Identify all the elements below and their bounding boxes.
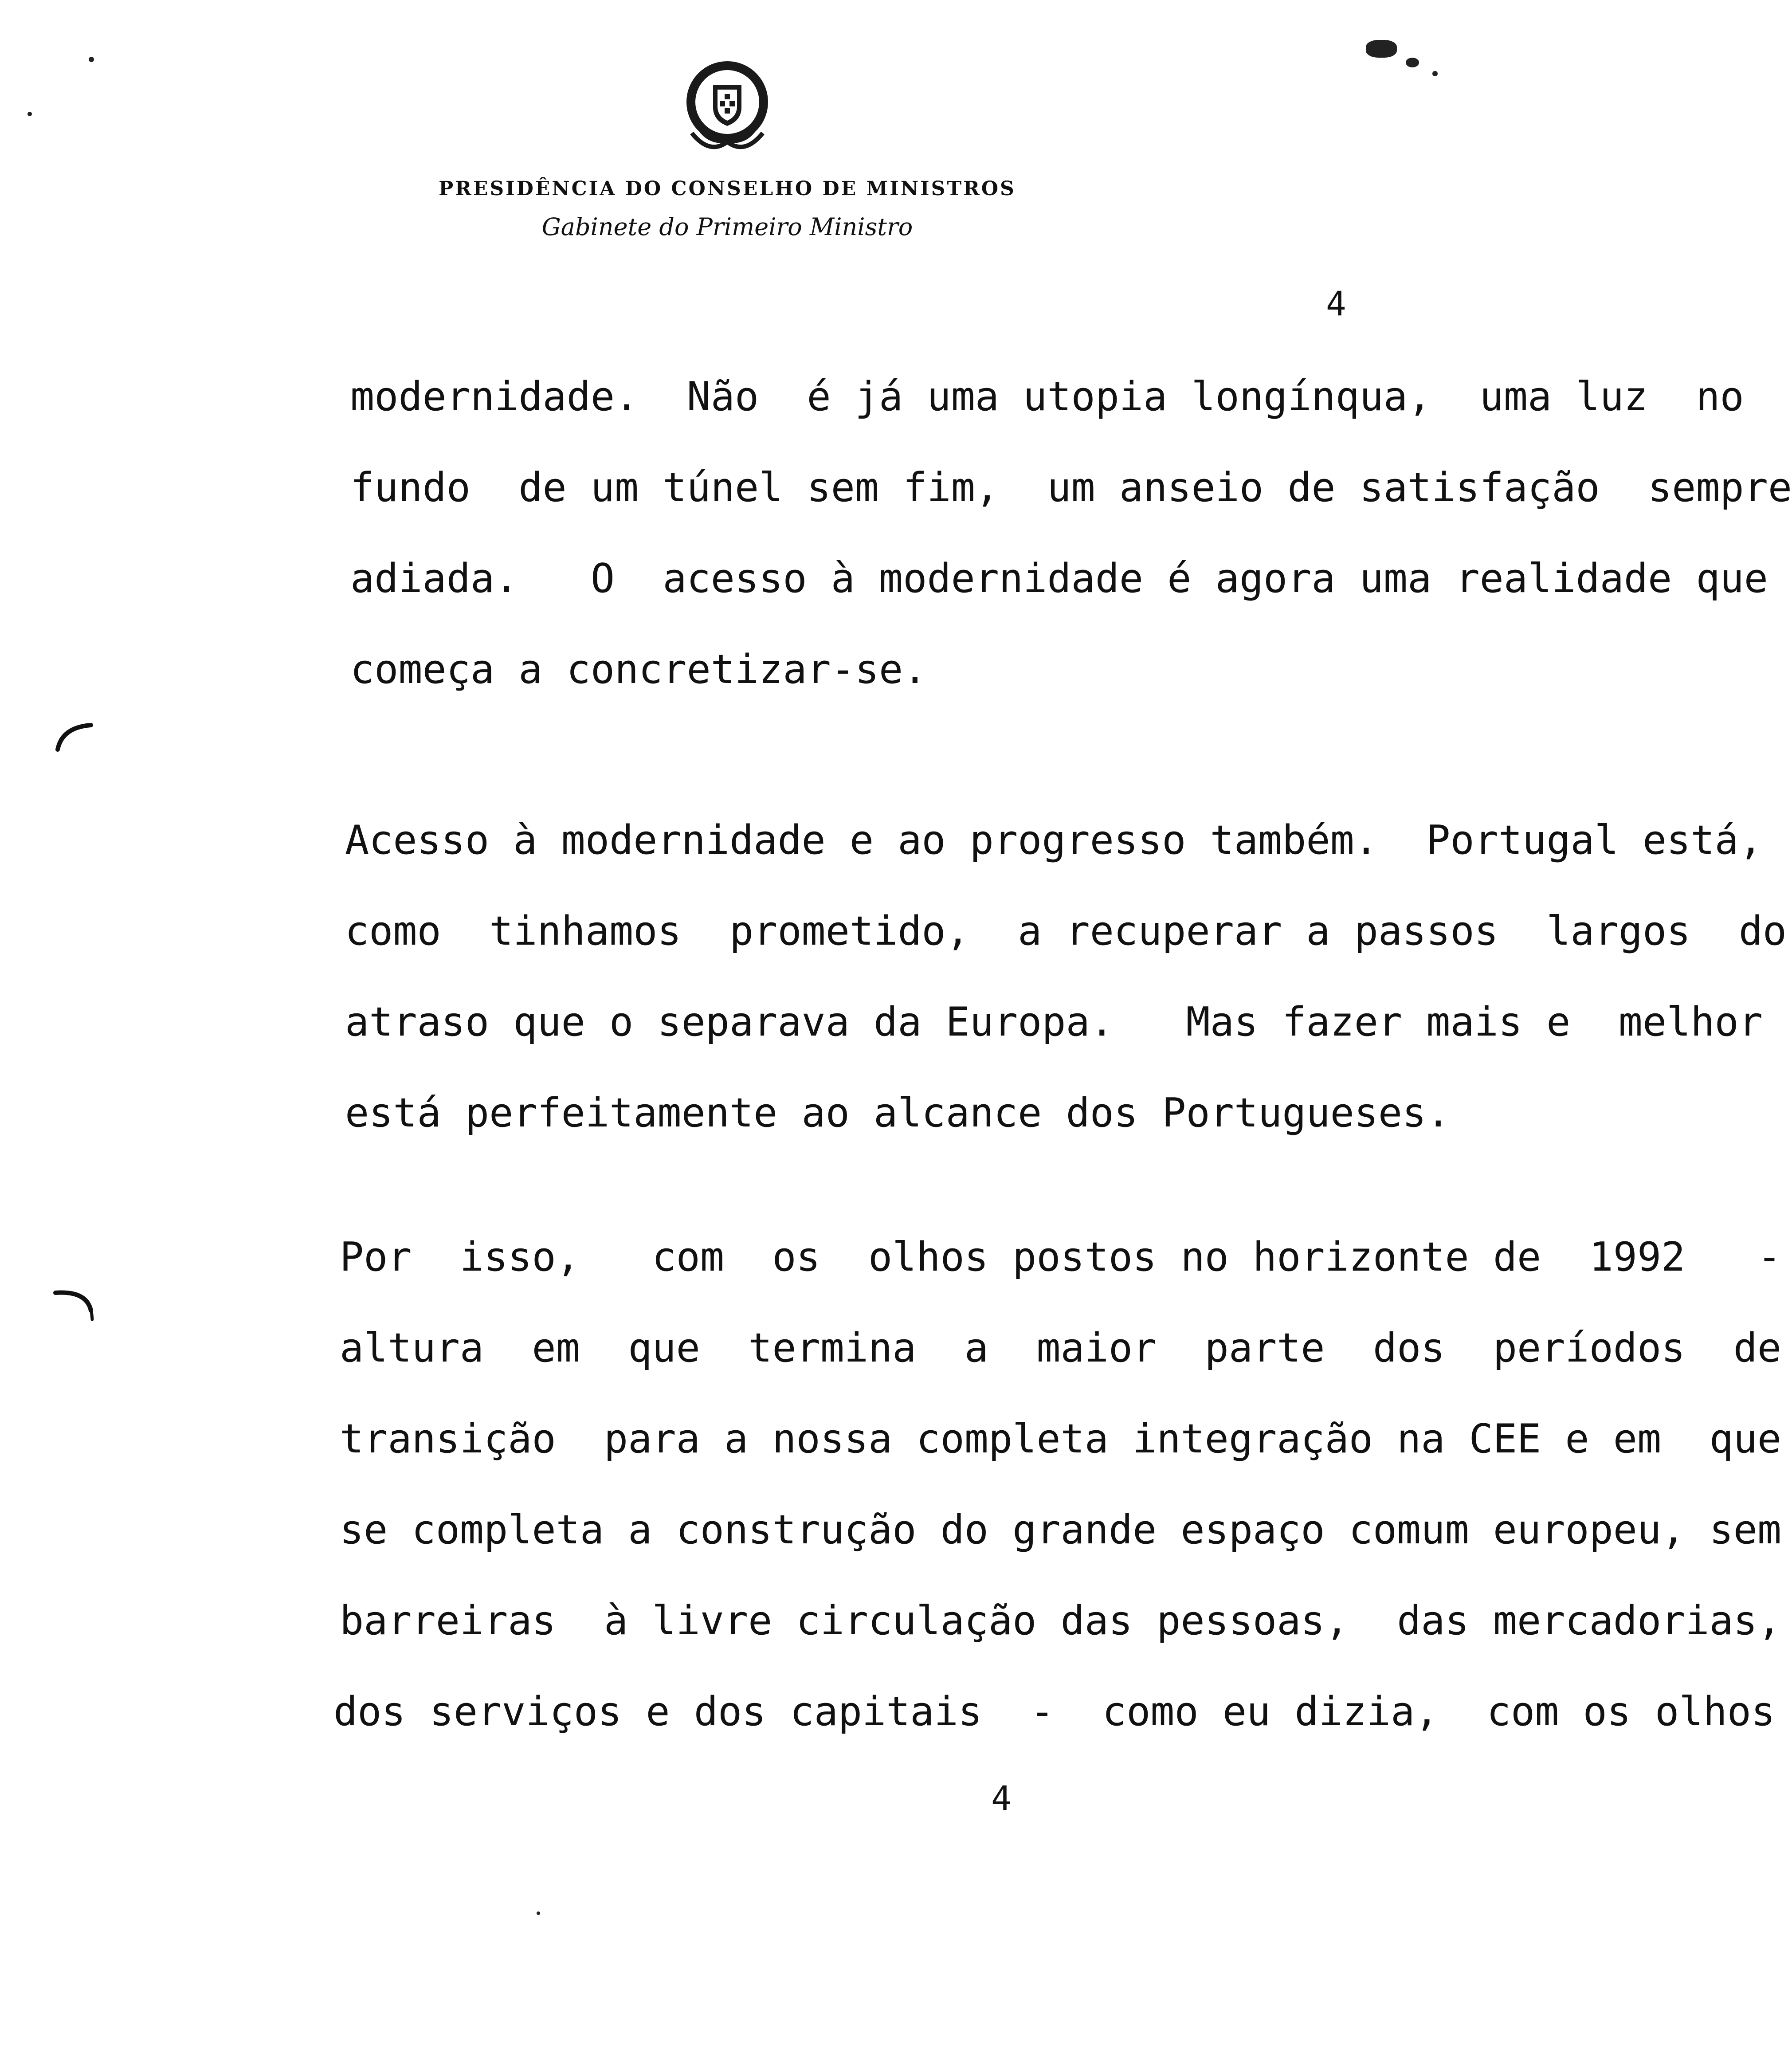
paragraph-1-line-3: adiada. O acesso à modernidade é agora uma realidade que: [350, 555, 1768, 602]
scan-speck: [537, 1911, 540, 1915]
header-subtitle: Gabinete do Primeiro Ministro: [541, 213, 913, 241]
scan-speck: [1366, 40, 1397, 58]
paragraph-1-line-2: fundo de um túnel sem fim, um anseio de satisfação sempre: [350, 464, 1792, 511]
page-number-bottom: 4: [991, 1778, 1012, 1818]
paragraph-3-line-5: barreiras à livre circulação das pessoas, das mercadorias,: [340, 1597, 1782, 1644]
header-title: PRESIDÊNCIA DO CONSELHO DE MINISTROS: [439, 177, 1016, 200]
paragraph-2-line-1: Acesso à modernidade e ao progresso também. Portugal está,: [345, 817, 1763, 863]
coat-of-arms-icon: [674, 53, 780, 160]
paragraph-2-line-4: está perfeitamente ao alcance dos Portugueses.: [345, 1090, 1451, 1136]
paragraph-2-line-2: como tinhamos prometido, a recuperar a passos largos do: [345, 908, 1787, 954]
paragraph-3-line-2: altura em que termina a maior parte dos períodos de: [340, 1325, 1782, 1371]
page-number-top: 4: [1326, 284, 1346, 323]
scan-speck: [1432, 71, 1438, 76]
paragraph-2-line-3: atraso que o separava da Europa. Mas fazer mais e melhor: [345, 999, 1763, 1045]
margin-bracket-mark-upper: [49, 718, 98, 754]
paragraph-1-line-1: modernidade. Não é já uma utopia longínqua, uma luz no: [350, 373, 1744, 420]
paragraph-3-line-4: se completa a construção do grande espaço comum europeu, sem: [340, 1507, 1782, 1553]
scan-speck: [89, 57, 94, 62]
paragraph-3-line-6: dos serviços e dos capitais - como eu dizia, com os olhos: [333, 1688, 1776, 1735]
margin-bracket-mark-lower: [49, 1286, 98, 1326]
paragraph-1-line-4: começa a concretizar-se.: [350, 646, 927, 693]
paragraph-3-line-1: Por isso, com os olhos postos no horizonte de 1992 -: [340, 1234, 1782, 1280]
paragraph-3-line-3: transição para a nossa completa integração na CEE e em que: [340, 1416, 1782, 1462]
scan-speck: [1406, 58, 1419, 67]
scan-speck: [27, 112, 32, 116]
